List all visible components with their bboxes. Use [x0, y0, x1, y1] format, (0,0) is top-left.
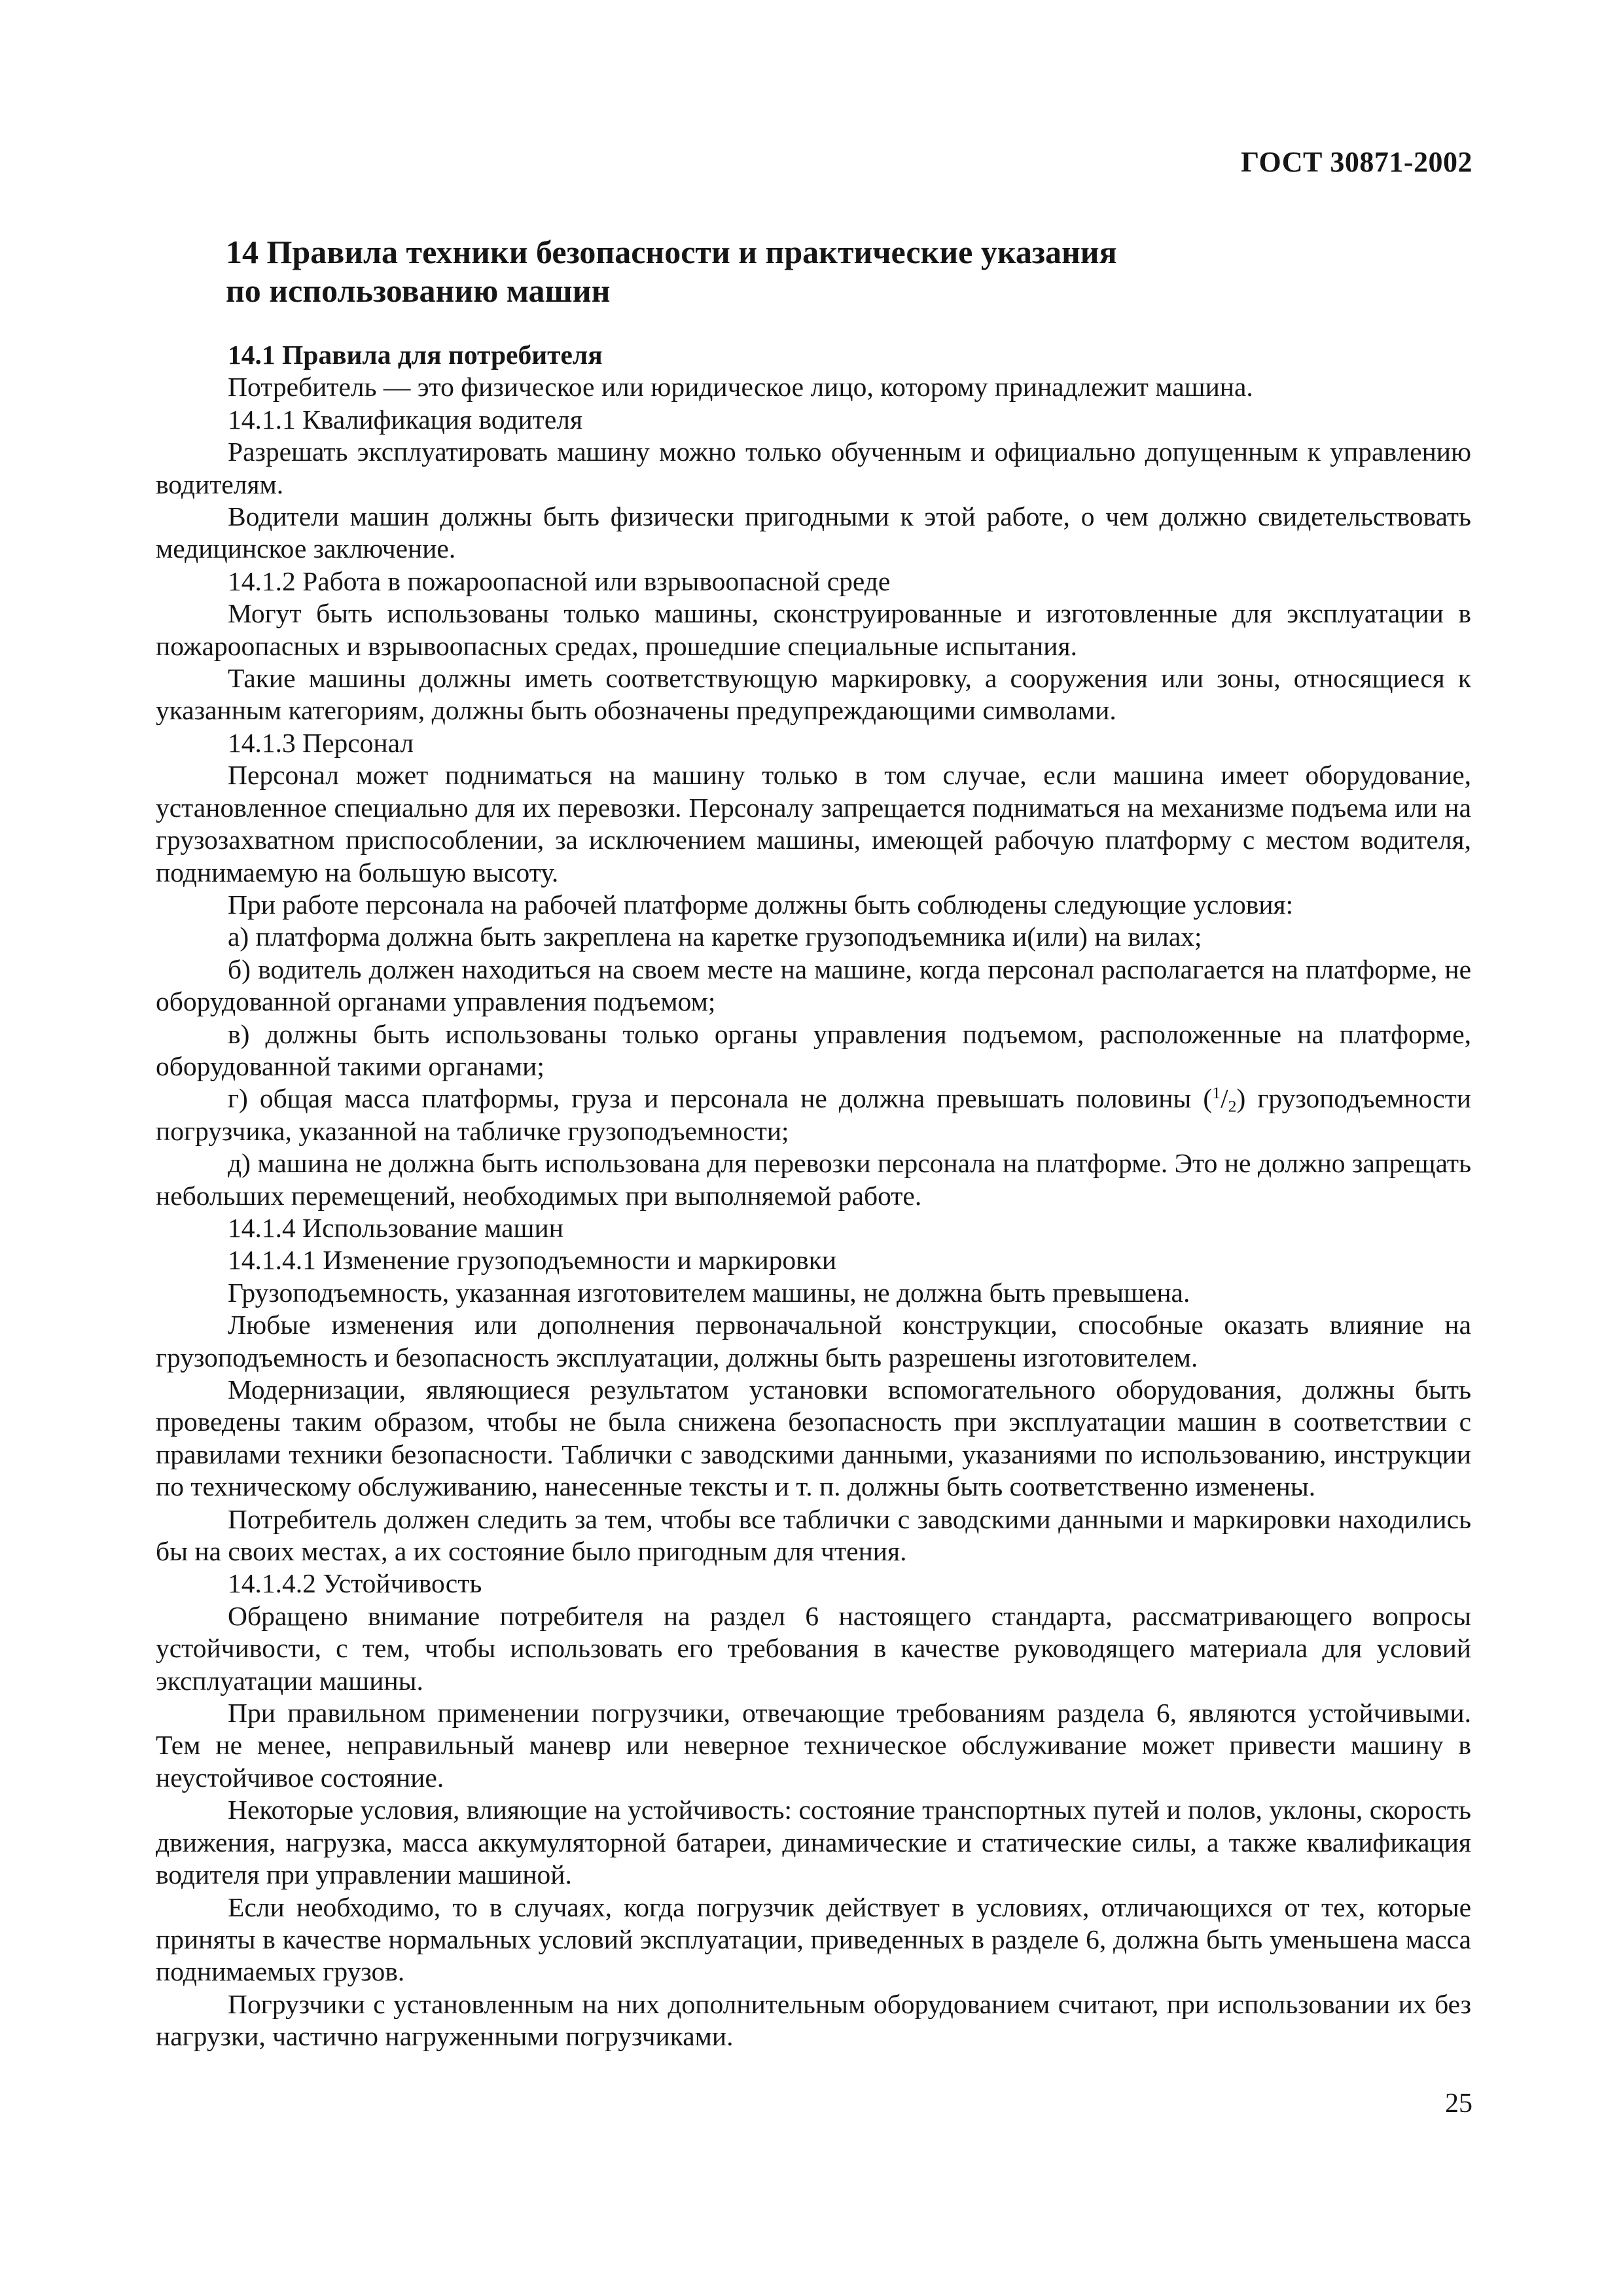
list-item-text: г) общая масса платформы, груза и персонала не должна превышать половины (	[228, 1083, 1213, 1114]
paragraph: Если необходимо, то в случаях, когда погрузчик действует в условиях, отличающихся от тех, которые приняты в качестве нормальных условий эксплуатации, приведенных в разделе 6, должна быть уменьшена масса поднимаемых грузов.	[156, 1892, 1471, 1987]
paragraph: Могут быть использованы только машины, сконструированные и изготовленные для эксплуатации в пожароопасных и взрывоопасных средах, прошедшие специальные испытания.	[156, 598, 1471, 661]
paragraph: Разрешать эксплуатировать машину можно только обученным и официально допущенным к управлению водителям.	[156, 437, 1471, 499]
paragraph: Модернизации, являющиеся результатом установки вспомогательного оборудования, должны быть проведены таким образом, чтобы не была снижена безопасность при эксплуатации машин в соответствии с правилами техники безопасности. Таблички с заводскими данными, указаниями по использованию, инструкции по техническому обслуживанию, нанесенные тексты и т. п. должны быть соответственно изменены.	[156, 1374, 1471, 1502]
page-number: 25	[1445, 2089, 1472, 2119]
paragraph: Водители машин должны быть физически пригодными к этой работе, о чем должно свидетельствовать медицинское заключение.	[156, 501, 1471, 564]
clause-heading: 14.1.3 Персонал	[228, 727, 414, 758]
list-item: в) должны быть использованы только органы управления подъемом, расположенные на платформе, оборудованной такими органами;	[156, 1018, 1471, 1081]
clause-heading: 14.1.1 Квалификация водителя	[228, 404, 583, 435]
document-code: ГОСТ 30871-2002	[1241, 146, 1472, 178]
paragraph: Персонал может подниматься на машину только в том случае, если машина имеет оборудование, установленное специально для их перевозки. Персоналу запрещается подниматься на механизме подъема или на грузозахватном приспособлении, за исключением машины, имеющей рабочую платформу с местом водителя, поднимаемую на большую высоту.	[156, 760, 1471, 888]
subsection-heading: 14.1 Правила для потребителя	[228, 340, 603, 370]
clause-heading: 14.1.4 Использование машин	[228, 1212, 563, 1243]
list-item: д) машина не должна быть использована для перевозки персонала на платформе. Это не должно запрещать небольших перемещений, необходимых при выполняемой работе.	[156, 1148, 1471, 1211]
section-title-line-1: 14 Правила техники безопасности и практические указания	[226, 234, 1117, 270]
clause-heading: 14.1.4.2 Устойчивость	[228, 1568, 482, 1599]
paragraph: При работе персонала на рабочей платформе должны быть соблюдены следующие условия:	[228, 889, 1294, 920]
paragraph: Потребитель должен следить за тем, чтобы все таблички с заводскими данными и маркировки находились бы на своих местах, а их состояние было пригодным для чтения.	[156, 1503, 1471, 1567]
fraction-numerator: 1	[1212, 1083, 1221, 1103]
paragraph: Любые изменения или дополнения первоначальной конструкции, способные оказать влияние на грузоподъемность и безопасность эксплуатации, должны быть разрешены изготовителем.	[156, 1310, 1471, 1372]
fraction-denominator: 2	[1228, 1096, 1237, 1116]
section-title-line-2: по использованию машин	[226, 272, 611, 309]
paragraph: Такие машины должны иметь соответствующую маркировку, а сооружения или зоны, относящиеся к указанным категориям, должны быть обозначены предупреждающими символами.	[156, 663, 1471, 726]
list-item	[156, 1083, 1471, 1147]
paragraph: Погрузчики с установленным на них дополнительным оборудованием считают, при использовании их без нагрузки, частично нагруженными погрузчиками.	[156, 1988, 1471, 2052]
clause-heading: 14.1.2 Работа в пожароопасной или взрывоопасной среде	[228, 565, 891, 596]
list-item: б) водитель должен находиться на своем месте на машине, когда персонал располагается на платформе, не оборудованной органами управления подъемом;	[156, 954, 1471, 1017]
paragraph: Грузоподъемность, указанная изготовителем машины, не должна быть превышена.	[228, 1277, 1190, 1308]
paragraph: При правильном применении погрузчики, отвечающие требованиям раздела 6, являются устойчивыми. Тем не менее, неправильный маневр или неверное техническое обслуживание может привести машину в неустойчивое состояние.	[156, 1698, 1471, 1793]
fraction-slash: /	[1221, 1083, 1228, 1114]
list-item-text: ) грузоподъемности погрузчика, указанной на табличке грузоподъемности;	[156, 1083, 1471, 1146]
clause-heading: 14.1.4.1 Изменение грузоподъемности и маркировки	[228, 1245, 837, 1276]
list-item: а) платформа должна быть закреплена на каретке грузоподъемника и(или) на вилах;	[228, 922, 1202, 952]
section-title	[226, 233, 1338, 310]
paragraph: Обращено внимание потребителя на раздел 6 настоящего стандарта, рассматривающего вопросы устойчивости, с тем, чтобы использовать его требования в качестве руководящего материала для условий эксплуатации машины.	[156, 1600, 1471, 1696]
body-text	[156, 339, 1471, 2053]
paragraph: Потребитель — это физическое или юридическое лицо, которому принадлежит машина.	[228, 372, 1253, 403]
paragraph: Некоторые условия, влияющие на устойчивость: состояние транспортных путей и полов, уклоны, скорость движения, нагрузка, масса аккумуляторной батареи, динамические и статические силы, а также квалификация водителя при управлении машиной.	[156, 1795, 1471, 1890]
